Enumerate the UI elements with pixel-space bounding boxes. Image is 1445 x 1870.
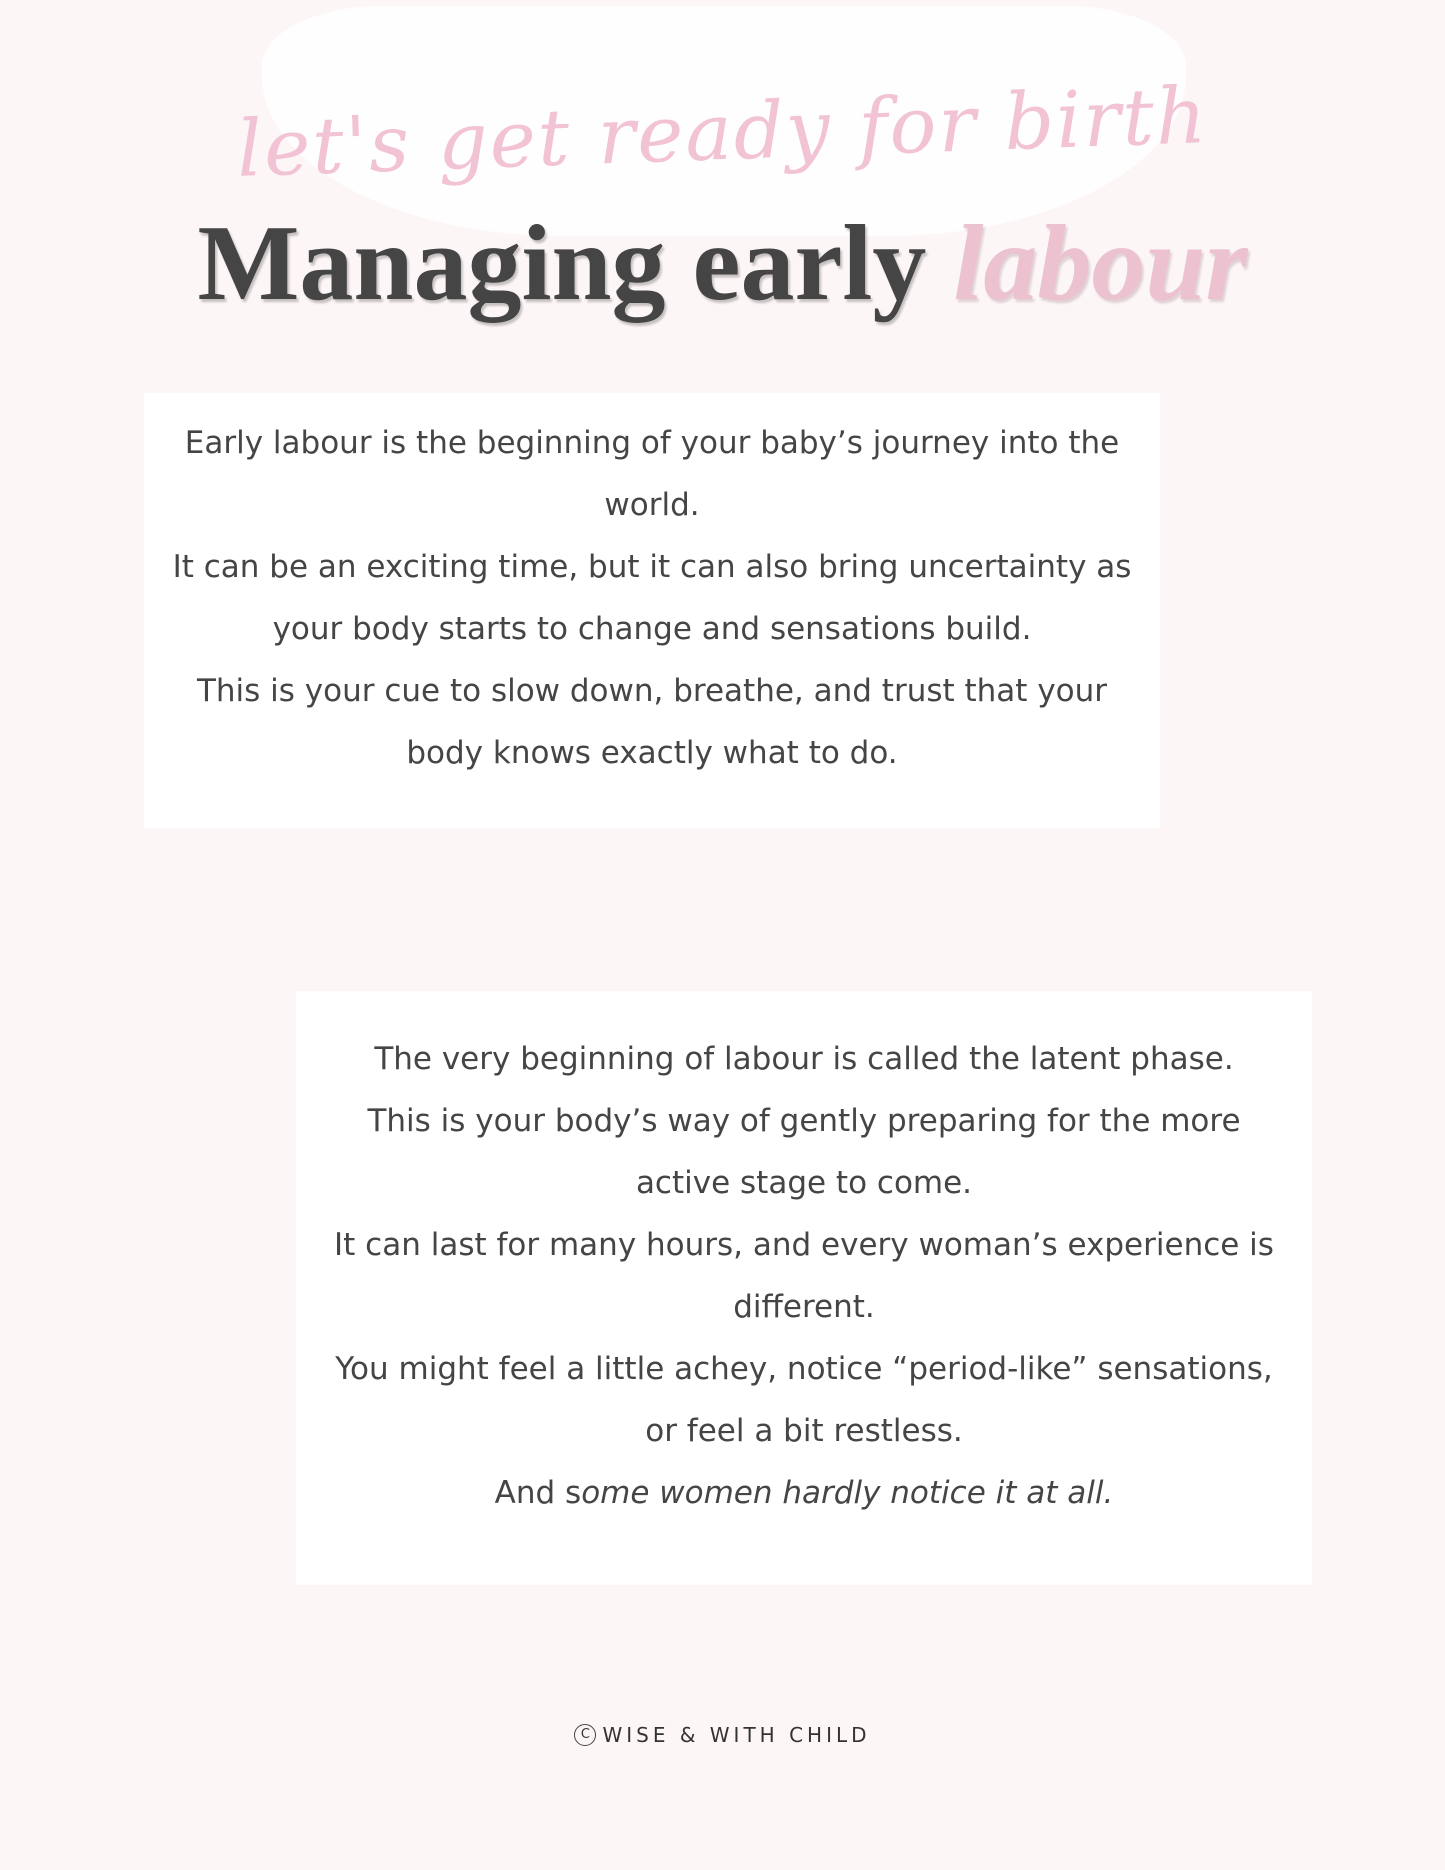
- latent-last-line-italic: ome women hardly notice it at all.: [581, 1475, 1114, 1511]
- latent-phase-card: [296, 991, 1312, 1585]
- script-subtitle: let's get ready for birth: [235, 71, 1210, 195]
- page-title-main: Managing early: [197, 204, 927, 323]
- footer: [0, 1723, 1445, 1748]
- latent-paragraph-3: It can last for many hours, and every woman’s experience is different.: [334, 1227, 1274, 1325]
- latent-paragraph-4: You might feel a little achey, notice “period-like” sensations, or feel a bit restless.: [335, 1351, 1273, 1449]
- latent-paragraph-5: [316, 1462, 1292, 1524]
- intro-paragraph-2: It can be an exciting time, but it can also bring uncertainty as your body starts to change and sensations build.: [172, 549, 1132, 647]
- latent-paragraph-1: The very beginning of labour is called the latent phase.: [374, 1041, 1234, 1077]
- latent-paragraph-2: This is your body’s way of gently preparing for the more active stage to come.: [367, 1103, 1241, 1201]
- footer-brand: WISE & WITH CHILD: [602, 1723, 871, 1747]
- intro-paragraph-1: Early labour is the beginning of your baby’s journey into the world.: [184, 425, 1120, 523]
- intro-card: [144, 393, 1160, 828]
- page-title-accent: labour: [953, 204, 1248, 323]
- page-title: [0, 205, 1445, 324]
- latent-last-line-plain: And s: [494, 1475, 582, 1511]
- intro-paragraph-3: This is your cue to slow down, breathe, and trust that your body knows exactly what to do.: [196, 673, 1108, 771]
- copyright-icon: C: [574, 1724, 596, 1746]
